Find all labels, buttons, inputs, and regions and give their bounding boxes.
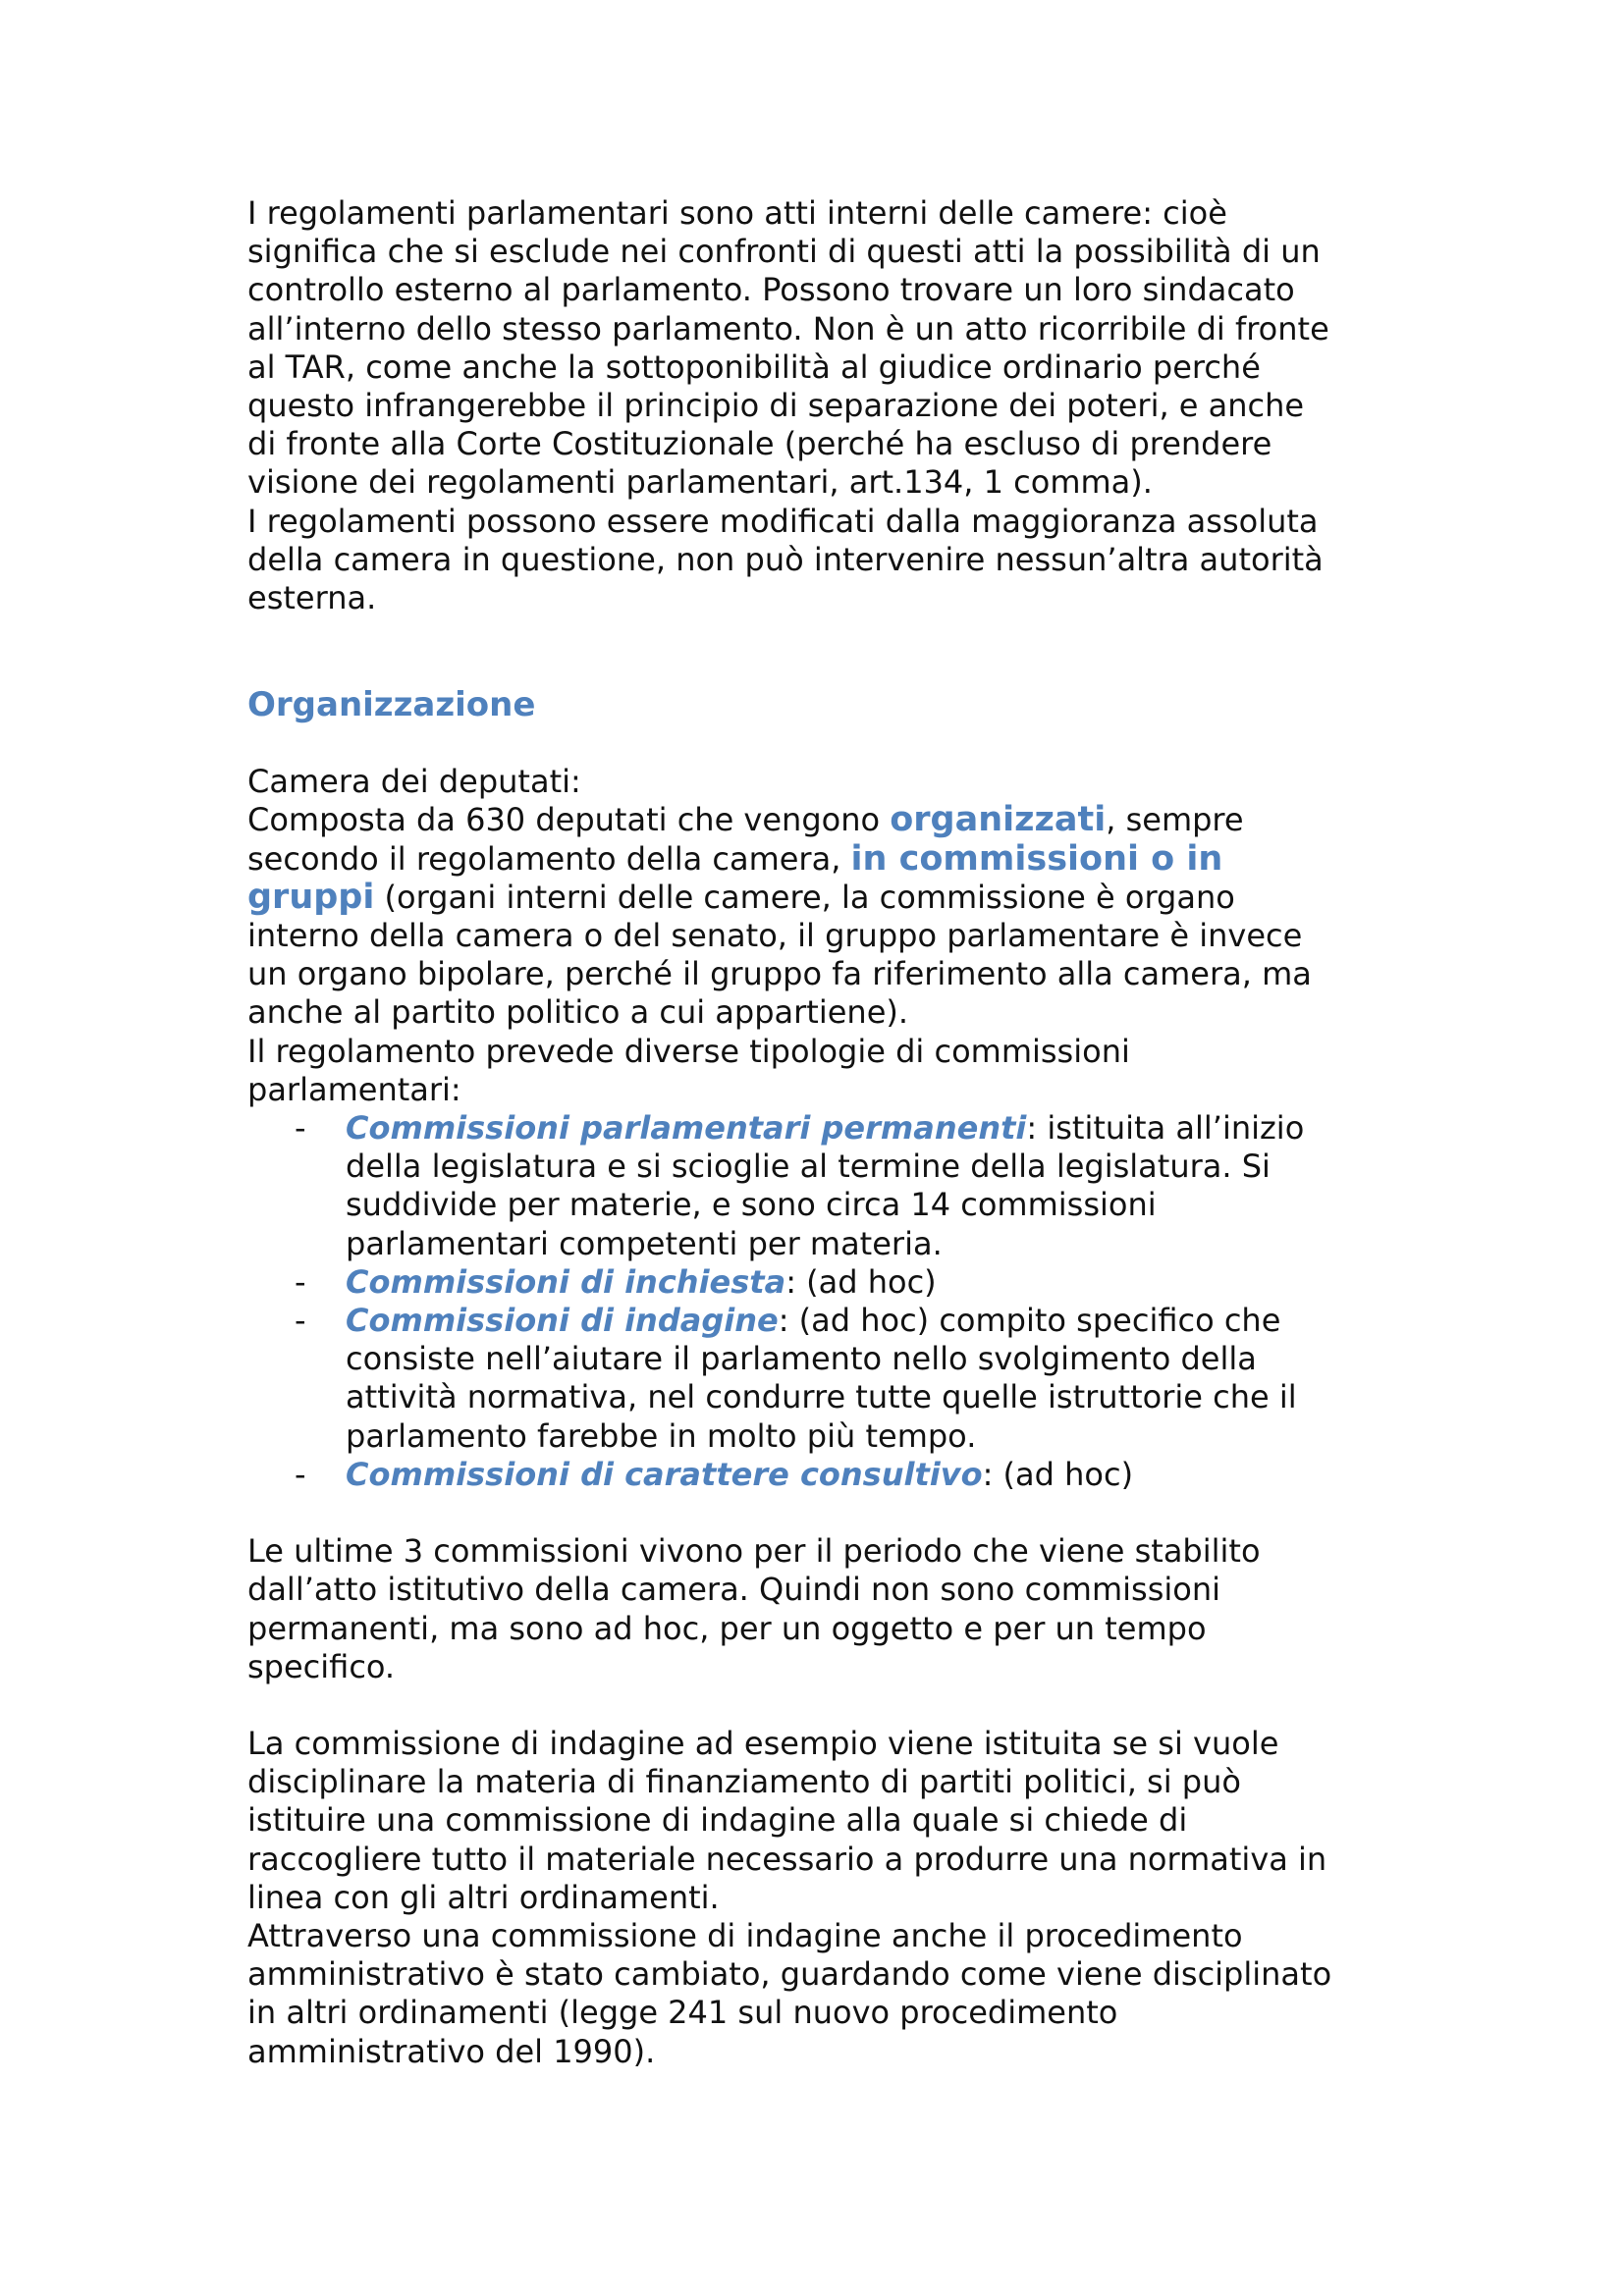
text-line: parlamento farebbe in molto più tempo. <box>346 1416 977 1455</box>
list-item: - Commissioni di indagine: (ad hoc) compito specifico che consiste nell’aiutare il parlamento nello svolgimento della attività normativa, nel condurre tutte quelle istruttorie che il parlamento farebbe in molto più tempo. <box>346 1302 1387 1456</box>
text-line: della camera in questione, non può intervenire nessun’altra autorità <box>247 540 1324 578</box>
text-line: I regolamenti parlamentari sono atti interni delle camere: cioè <box>247 194 1227 232</box>
text-line: istituire una commissione di indagine alla quale si chiede di <box>247 1801 1188 1840</box>
text-line: di fronte alla Corte Costituzionale (perché ha escluso di prendere <box>247 425 1272 463</box>
text-line: al TAR, come anche la sottoponibilità al giudice ordinario perché <box>247 347 1261 386</box>
text-line: dall’atto istitutivo della camera. Quindi non sono commissioni <box>247 1571 1221 1609</box>
text-line: consiste nell’aiutare il parlamento nello svolgimento della <box>346 1340 1257 1378</box>
text-line: amministrativo è stato cambiato, guardando come viene disciplinato <box>247 1955 1332 1994</box>
highlight-gruppi: gruppi <box>247 877 375 917</box>
text-line: raccogliere tutto il materiale necessario a produrre una normativa in <box>247 1840 1327 1878</box>
text-line: visione dei regolamenti parlamentari, art.134, 1 comma). <box>247 463 1153 502</box>
text-line: parlamentari competenti per materia. <box>346 1224 943 1262</box>
text-line: Camera dei deputati: <box>247 763 581 801</box>
text-line: controllo esterno al parlamento. Possono trovare un loro sindacato <box>247 271 1295 309</box>
text-line: secondo il regolamento della camera, in commissioni o in <box>247 838 1223 879</box>
text-line: linea con gli altri ordinamenti. <box>247 1878 720 1916</box>
text-line: parlamentari: <box>247 1070 461 1108</box>
text-line: attività normativa, nel condurre tutte quelle istruttorie che il <box>346 1378 1297 1416</box>
text-line: questo infrangerebbe il principio di separazione dei poteri, e anche <box>247 387 1305 425</box>
commission-list <box>247 1109 1387 1494</box>
text-line: La commissione di indagine ad esempio viene istituita se si vuole <box>247 1724 1279 1762</box>
text-line: specifico. <box>247 1647 396 1685</box>
text-line: esterna. <box>247 579 377 617</box>
list-item: - Commissioni di inchiesta: (ad hoc) <box>346 1263 1387 1302</box>
text-line: disciplinare la materia di finanziamento di partiti politici, si può <box>247 1763 1241 1801</box>
text-line: Le ultime 3 commissioni vivono per il periodo che viene stabilito <box>247 1532 1261 1571</box>
text-line: della legislatura e si scioglie al termine della legislatura. Si <box>346 1148 1271 1186</box>
list-term: Commissioni di indagine <box>346 1302 779 1340</box>
highlight-commissioni: in commissioni o in <box>850 838 1223 879</box>
text-line: amministrativo del 1990). <box>247 2032 656 2070</box>
highlight-organizzati: organizzati <box>890 800 1107 840</box>
list-item: - Commissioni di carattere consultivo: (ad hoc) <box>346 1456 1387 1494</box>
text-line: suddivide per materie, e sono circa 14 commissioni <box>346 1186 1157 1224</box>
text-line: significa che si esclude nei confronti di questi atti la possibilità di un <box>247 233 1321 271</box>
text-line: anche al partito politico a cui appartiene). <box>247 993 909 1032</box>
paragraph-regolamenti <box>247 194 1387 617</box>
paragraph-camera <box>247 763 1387 1109</box>
list-item: - Commissioni parlamentari permanenti: istituita all’inizio della legislatura e si scioglie al termine della legislatura. Si suddivide per materie, e sono circa 14 commissioni parlamentari competenti per materia. <box>346 1109 1387 1263</box>
text-line: permanenti, ma sono ad hoc, per un oggetto e per un tempo <box>247 1609 1207 1647</box>
list-term: Commissioni parlamentari permanenti <box>346 1109 1027 1148</box>
text-line: all’interno dello stesso parlamento. Non è un atto ricorribile di fronte <box>247 309 1329 347</box>
paragraph-ultime <box>247 1532 1387 1686</box>
text-line: interno della camera o del senato, il gruppo parlamentare è invece <box>247 917 1303 955</box>
text-line: gruppi (organi interni delle camere, la commissione è organo <box>247 877 1235 917</box>
text-line: Il regolamento prevede diverse tipologie di commissioni <box>247 1032 1130 1070</box>
text-line: Attraverso una commissione di indagine anche il procedimento <box>247 1916 1243 1954</box>
paragraph-esempio <box>247 1725 1387 2071</box>
text-line: un organo bipolare, perché il gruppo fa riferimento alla camera, ma <box>247 955 1312 993</box>
text-line: in altri ordinamenti (legge 241 sul nuovo procedimento <box>247 1994 1118 2032</box>
text-line: Composta da 630 deputati che vengono organizzati, sempre <box>247 800 1244 840</box>
text-line: I regolamenti possono essere modificati dalla maggioranza assoluta <box>247 502 1319 540</box>
list-term: Commissioni di carattere consultivo <box>346 1455 983 1493</box>
list-term: Commissioni di inchiesta <box>346 1262 786 1301</box>
section-heading: Organizzazione <box>247 685 536 725</box>
